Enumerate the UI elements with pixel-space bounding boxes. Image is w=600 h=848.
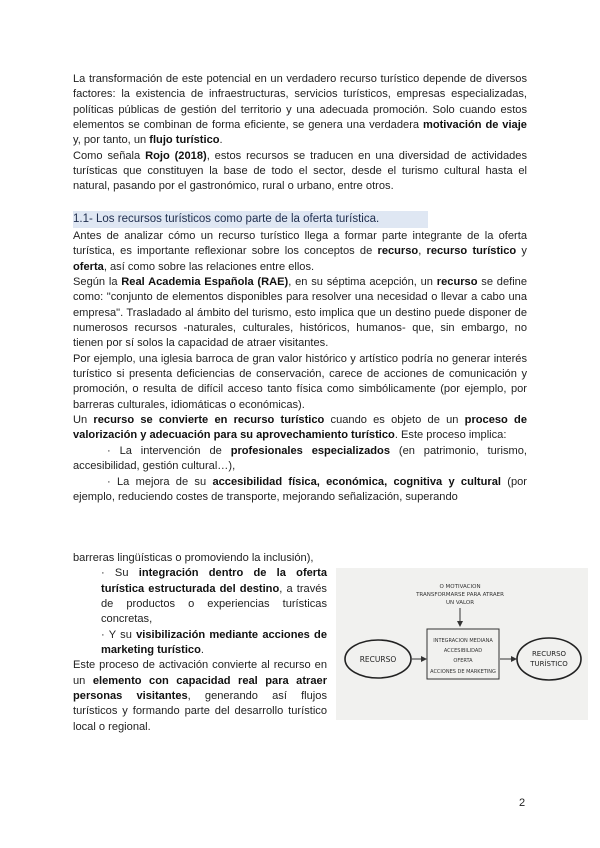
diagram-box-line-1: INTEGRACION MEDIANA — [433, 638, 493, 644]
diagram-resource-label: RECURSO — [359, 655, 397, 664]
bullet-integration: · Su integración dentro de la oferta turística estructurada del destino, a través de productos o experiencias turísticas concretas, — [101, 567, 327, 626]
diagram-tourist-resource-node — [517, 638, 581, 680]
diagram-top-label-3: UN VALOR — [445, 600, 475, 606]
bullet-accessibility-cont: barreras lingüísticas o promoviendo la inclusión), — [73, 552, 314, 564]
paragraph-conversion: Un recurso se convierte en recurso turístico cuando es objeto de un proceso de valorización y adecuación para su aprovechamiento turístico. Este proceso implica: — [73, 414, 527, 442]
diagram-box-line-3: OFERTA — [453, 658, 473, 664]
narrow-column — [73, 551, 327, 735]
paragraph-concepts: Antes de analizar cómo un recurso turístico llega a formar parte integrante de la oferta turística, es importante reflexionar sobre los conceptos de recurso, recurso turístico y oferta, así como sobre las relaciones entre ellos. Según la Real Academia Española (RAE), en su séptima acepción, un recurso se define como: "conjunto de elementos disponibles para resolver una necesidad o llevar a cabo una empresa". Trasladado al ámbito del turismo, esto implica que un destino puede disponer de numerosos recursos -naturales, culturales, históricos, humanos- que, sin embargo, no tienen por sí solos la capacidad de atraer visitantes. Por ejemplo, una iglesia barroca de gran valor histórico y artístico podría no generar interés turístico si presenta deficiencias de conservación, carece de acciones de comunicación y promoción, o resulta de difícil acceso tanto física como simbólicamente (por ejemplo, por barreras culturales, idiomáticas o económicas). Un recurso se convierte en recurso turístico cuando es objeto de un proceso de valorización y adecuación para su aprovechamiento turístico. Este proceso implica: · La intervención de profesionales especializados (en patrimonio, turismo, accesibilidad, gestión cultural…), · La mejora de su accesibilidad física, económica, cognitiva y cultural (por ejemplo, reduciendo costes de transporte, mejorando señalización, superando — [73, 229, 527, 505]
diagram-tourist-resource-label-1: RECURSO — [531, 650, 567, 658]
process-diagram — [336, 568, 588, 720]
paragraph-potential: La transformación de este potencial en un verdadero recurso turístico depende de diversos factores: la existencia de infraestructuras, servicios turísticos, empresas especializadas, políticas públicas de gestión del territorio y una adecuada promoción. Solo cuando estos elementos se combinan de forma eficiente, se genera una verdadera motivación de viaje y, por tanto, un flujo turístico. Como señala Rojo (2018), estos recursos se traducen en una diversidad de actividades turísticas que constituyen la base de todo el sector, desde el turismo cultural hasta el natural, pasando por el gastronómico, rural o urbano, entre otros. — [73, 72, 527, 195]
section-heading: 1.1- Los recursos turísticos como parte de la oferta turística. — [73, 213, 380, 225]
paragraph-example: Por ejemplo, una iglesia barroca de gran valor histórico y artístico podría no generar interés turístico si presenta deficiencias de conservación, carece de acciones de comunicación y promoción, o resulta de difícil acceso tanto física como simbólicamente (por ejemplo, por barreras culturales, idiomáticas o económicas). — [73, 352, 527, 411]
bullet-professionals: · La intervención de profesionales especializados (en patrimonio, turismo, accesibilidad, gestión cultural…), — [73, 444, 527, 473]
diagram-top-label-2: TRANSFORMARSE PARA ATRAER — [416, 592, 504, 598]
bullet-marketing: · Y su visibilización mediante acciones de marketing turístico. — [101, 628, 327, 657]
paragraph-rae: Según la Real Academia Española (RAE), en su séptima acepción, un recurso se define como: "conjunto de elementos disponibles para resolver una necesidad o llevar a cabo una empresa". Trasladado al ámbito del turismo, esto implica que un destino puede disponer de numerosos recursos -naturales, culturales, históricos, humanos- que, sin embargo, no tienen por sí solos la capacidad de atraer visitantes. — [73, 276, 528, 350]
diagram-top-label-1: O MOTIVACION — [439, 584, 481, 590]
bullet-accessibility: · La mejora de su accesibilidad física, económica, cognitiva y cultural (por ejemplo, reduciendo costes de transporte, mejorando señalización, superando — [73, 475, 527, 503]
diagram-box-line-2: ACCESIBILIDAD — [443, 648, 483, 654]
diagram-box-line-4: ACCIONES DE MARKETING — [430, 669, 496, 675]
paragraph-rojo: Como señala Rojo (2018), estos recursos se traducen en una diversidad de actividades turísticas que constituyen la base de todo el sector, desde el turismo cultural hasta el natural, pasando por el gastronómico, rural o urbano, entre otros. — [73, 149, 527, 193]
process-diagram-svg — [336, 568, 588, 720]
page-number: 2 — [519, 797, 526, 809]
paragraph-activation: Este proceso de activación convierte al recurso en un elemento con capacidad real para atraer personas visitantes, generando así flujos turísticos y formando parte del desarrollo turístico local o regional. — [73, 659, 328, 733]
diagram-tourist-resource-label-2: TURÍSTICO — [530, 660, 568, 668]
